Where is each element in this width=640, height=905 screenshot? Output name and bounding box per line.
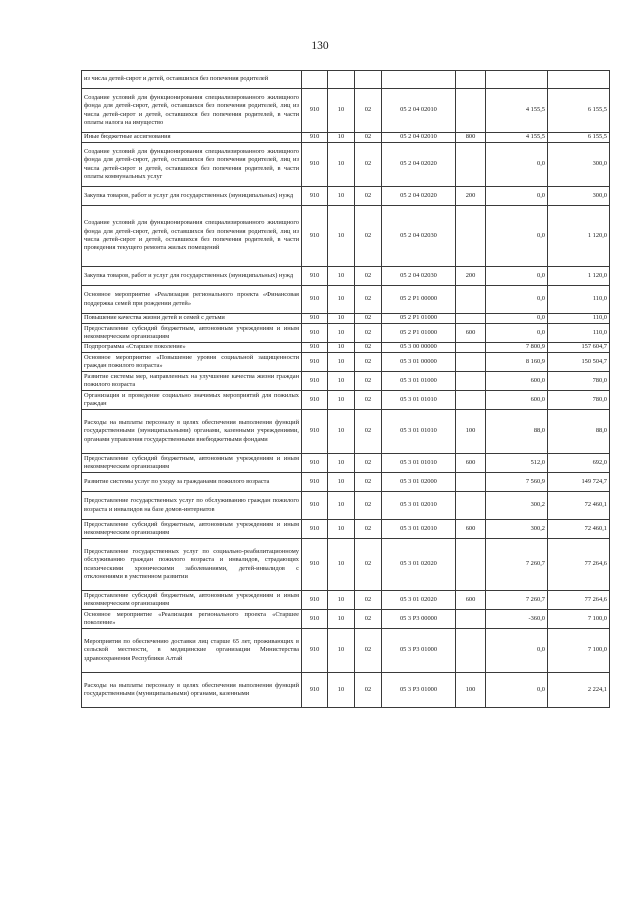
amount-total-cell: 110,0 (548, 286, 610, 314)
expense-name-cell: Развитие системы мер, направленных на улучшение качества жизни граждан пожилого возраста (82, 372, 302, 391)
expense-type-cell: 600 (456, 520, 486, 539)
amount-total-cell: 150 504,7 (548, 353, 610, 372)
subsection-code-cell (355, 71, 382, 89)
amount-change-cell: 0,0 (486, 206, 548, 267)
table-row (82, 324, 610, 343)
expense-name-cell: из числа детей-сирот и детей, оставшихся без попечения родителей (82, 71, 302, 89)
section-code-cell: 10 (328, 314, 355, 324)
expense-type-cell (456, 314, 486, 324)
subsection-code-cell: 02 (355, 133, 382, 143)
amount-total-cell: 780,0 (548, 372, 610, 391)
table-row (82, 520, 610, 539)
grbs-code-cell: 910 (302, 520, 328, 539)
expense-type-cell (456, 372, 486, 391)
table-row (82, 610, 610, 629)
table-row (82, 89, 610, 133)
target-article-cell: 05 3 P3 01000 (382, 673, 456, 708)
table-row (82, 206, 610, 267)
expense-type-cell (456, 71, 486, 89)
target-article-cell: 05 2 P1 00000 (382, 286, 456, 314)
grbs-code-cell: 910 (302, 89, 328, 133)
amount-total-cell: 72 460,1 (548, 492, 610, 520)
grbs-code-cell: 910 (302, 353, 328, 372)
expense-name-cell: Мероприятия по обеспечению доставки лиц старше 65 лет, проживающих в сельской местности, в медицинские организации Министерства здравоохранения Республики Алтай (82, 629, 302, 673)
section-code-cell (328, 71, 355, 89)
grbs-code-cell: 910 (302, 187, 328, 206)
target-article-cell: 05 2 P1 01000 (382, 324, 456, 343)
amount-change-cell: 512,0 (486, 454, 548, 473)
section-code-cell: 10 (328, 454, 355, 473)
expense-type-cell: 600 (456, 454, 486, 473)
expense-type-cell (456, 89, 486, 133)
grbs-code-cell: 910 (302, 143, 328, 187)
subsection-code-cell: 02 (355, 286, 382, 314)
amount-total-cell: 692,0 (548, 454, 610, 473)
expense-type-cell (456, 206, 486, 267)
table-row (82, 187, 610, 206)
grbs-code-cell: 910 (302, 324, 328, 343)
subsection-code-cell: 02 (355, 454, 382, 473)
grbs-code-cell: 910 (302, 539, 328, 591)
target-article-cell: 05 2 04 02020 (382, 187, 456, 206)
amount-change-cell: 600,0 (486, 372, 548, 391)
target-article-cell: 05 2 04 02010 (382, 133, 456, 143)
target-article-cell: 05 3 00 00000 (382, 343, 456, 353)
section-code-cell: 10 (328, 473, 355, 492)
section-code-cell: 10 (328, 343, 355, 353)
amount-total-cell: 6 155,5 (548, 133, 610, 143)
grbs-code-cell: 910 (302, 610, 328, 629)
amount-total-cell (548, 71, 610, 89)
subsection-code-cell: 02 (355, 314, 382, 324)
amount-change-cell: 0,0 (486, 324, 548, 343)
amount-change-cell: 300,2 (486, 520, 548, 539)
target-article-cell: 05 3 01 02010 (382, 492, 456, 520)
subsection-code-cell: 02 (355, 591, 382, 610)
table-row (82, 353, 610, 372)
amount-change-cell: 0,0 (486, 673, 548, 708)
table-row (82, 267, 610, 286)
table-row (82, 410, 610, 454)
expense-type-cell: 200 (456, 187, 486, 206)
subsection-code-cell: 02 (355, 143, 382, 187)
expense-name-cell: Развитие системы услуг по уходу за гражданами пожилого возраста (82, 473, 302, 492)
subsection-code-cell: 02 (355, 492, 382, 520)
expense-type-cell (456, 353, 486, 372)
expense-name-cell: Закупка товаров, работ и услуг для государственных (муниципальных) нужд (82, 267, 302, 286)
amount-total-cell: 110,0 (548, 314, 610, 324)
target-article-cell: 05 2 04 02010 (382, 89, 456, 133)
expense-name-cell: Предоставление субсидий бюджетным, автономным учреждениям и иным некоммерческим организациям (82, 591, 302, 610)
amount-change-cell: 0,0 (486, 143, 548, 187)
grbs-code-cell: 910 (302, 343, 328, 353)
expense-name-cell: Создание условий для функционирования специализированного жилищного фонда для детей-сирот, детей, оставшихся без попечения родителей, лиц из числа детей-сирот и детей, оставшихся без попечения родителей, в части оплаты налога на имущество (82, 89, 302, 133)
table-row (82, 591, 610, 610)
target-article-cell: 05 2 P1 01000 (382, 314, 456, 324)
amount-total-cell: 110,0 (548, 324, 610, 343)
table-row (82, 391, 610, 410)
table-row (82, 454, 610, 473)
target-article-cell: 05 3 01 02010 (382, 520, 456, 539)
expense-name-cell: Основное мероприятие «Реализация регионального проекта «Старшее поколение» (82, 610, 302, 629)
amount-change-cell: 4 155,5 (486, 89, 548, 133)
expense-name-cell: Повышение качества жизни детей и семей с детьми (82, 314, 302, 324)
expense-name-cell: Основное мероприятие «Повышение уровня социальной защищенности граждан пожилого возраста» (82, 353, 302, 372)
section-code-cell: 10 (328, 133, 355, 143)
amount-total-cell: 157 604,7 (548, 343, 610, 353)
amount-total-cell: 7 100,0 (548, 610, 610, 629)
expense-name-cell: Предоставление государственных услуг по обслуживанию граждан пожилого возраста и инвалидов на базе домов-интернатов (82, 492, 302, 520)
amount-change-cell: 600,0 (486, 391, 548, 410)
expense-type-cell (456, 473, 486, 492)
expense-type-cell: 600 (456, 324, 486, 343)
target-article-cell: 05 2 04 02030 (382, 267, 456, 286)
amount-change-cell: 7 560,9 (486, 473, 548, 492)
expense-type-cell (456, 492, 486, 520)
subsection-code-cell: 02 (355, 673, 382, 708)
table-row (82, 314, 610, 324)
target-article-cell: 05 3 01 01000 (382, 372, 456, 391)
amount-change-cell: 0,0 (486, 187, 548, 206)
subsection-code-cell: 02 (355, 353, 382, 372)
section-code-cell: 10 (328, 673, 355, 708)
subsection-code-cell: 02 (355, 372, 382, 391)
table-row (82, 372, 610, 391)
section-code-cell: 10 (328, 206, 355, 267)
subsection-code-cell: 02 (355, 473, 382, 492)
amount-total-cell: 149 724,7 (548, 473, 610, 492)
table-row (82, 143, 610, 187)
budget-table (81, 70, 610, 708)
expense-type-cell: 200 (456, 267, 486, 286)
section-code-cell: 10 (328, 187, 355, 206)
table-row (82, 473, 610, 492)
expense-type-cell (456, 539, 486, 591)
section-code-cell: 10 (328, 591, 355, 610)
target-article-cell (382, 71, 456, 89)
amount-change-cell: 0,0 (486, 629, 548, 673)
grbs-code-cell: 910 (302, 267, 328, 286)
table-row (82, 673, 610, 708)
amount-change-cell (486, 71, 548, 89)
amount-total-cell: 77 264,6 (548, 591, 610, 610)
table-row (82, 539, 610, 591)
grbs-code-cell: 910 (302, 591, 328, 610)
section-code-cell: 10 (328, 267, 355, 286)
expense-name-cell: Создание условий для функционирования специализированного жилищного фонда для детей-сирот, детей, оставшихся без попечения родителей, лиц из числа детей-сирот и детей, оставшихся без попечения родителей, в части проведения текущего ремонта жилых помещений (82, 206, 302, 267)
subsection-code-cell: 02 (355, 187, 382, 206)
section-code-cell: 10 (328, 520, 355, 539)
subsection-code-cell: 02 (355, 391, 382, 410)
amount-total-cell: 300,0 (548, 187, 610, 206)
grbs-code-cell: 910 (302, 492, 328, 520)
expense-name-cell: Предоставление субсидий бюджетным, автономным учреждениям и иным некоммерческим организациям (82, 324, 302, 343)
target-article-cell: 05 3 01 01010 (382, 454, 456, 473)
expense-name-cell: Предоставление субсидий бюджетным, автономным учреждениям и иным некоммерческим организациям (82, 454, 302, 473)
target-article-cell: 05 3 01 02020 (382, 591, 456, 610)
amount-total-cell: 72 460,1 (548, 520, 610, 539)
target-article-cell: 05 3 P3 01000 (382, 629, 456, 673)
amount-change-cell: 0,0 (486, 286, 548, 314)
expense-name-cell: Основное мероприятие «Реализация регионального проекта «Финансовая поддержка семей при рождении детей» (82, 286, 302, 314)
amount-total-cell: 6 155,5 (548, 89, 610, 133)
amount-total-cell: 77 264,6 (548, 539, 610, 591)
amount-total-cell: 88,0 (548, 410, 610, 454)
section-code-cell: 10 (328, 539, 355, 591)
expense-type-cell: 800 (456, 133, 486, 143)
section-code-cell: 10 (328, 410, 355, 454)
subsection-code-cell: 02 (355, 410, 382, 454)
subsection-code-cell: 02 (355, 324, 382, 343)
grbs-code-cell: 910 (302, 133, 328, 143)
amount-total-cell: 780,0 (548, 391, 610, 410)
target-article-cell: 05 3 01 01010 (382, 391, 456, 410)
expense-name-cell: Расходы на выплаты персоналу в целях обеспечения выполнения функций государственными (муниципальными) органами, казенными (82, 673, 302, 708)
expense-name-cell: Предоставление государственных услуг по социально-реабилитационному обслуживанию граждан пожилого возраста и инвалидов, страдающих психическими хроническими заболеваниями, детей-инвалидов с отклонениями в умственном развитии (82, 539, 302, 591)
expense-name-cell: Закупка товаров, работ и услуг для государственных (муниципальных) нужд (82, 187, 302, 206)
amount-change-cell: 0,0 (486, 314, 548, 324)
table-row (82, 133, 610, 143)
subsection-code-cell: 02 (355, 539, 382, 591)
subsection-code-cell: 02 (355, 610, 382, 629)
section-code-cell: 10 (328, 143, 355, 187)
section-code-cell: 10 (328, 89, 355, 133)
amount-change-cell: 7 260,7 (486, 591, 548, 610)
section-code-cell: 10 (328, 353, 355, 372)
expense-name-cell: Предоставление субсидий бюджетным, автономным учреждениям и иным некоммерческим организациям (82, 520, 302, 539)
target-article-cell: 05 3 P3 00000 (382, 610, 456, 629)
expense-type-cell: 600 (456, 591, 486, 610)
amount-change-cell: 7 800,9 (486, 343, 548, 353)
expense-type-cell: 100 (456, 410, 486, 454)
grbs-code-cell: 910 (302, 391, 328, 410)
expense-name-cell: Создание условий для функционирования специализированного жилищного фонда для детей-сирот, детей, оставшихся без попечения родителей, лиц из числа детей-сирот и детей, оставшихся без попечения родителей, в части оплаты коммунальных услуг (82, 143, 302, 187)
subsection-code-cell: 02 (355, 343, 382, 353)
section-code-cell: 10 (328, 372, 355, 391)
expense-type-cell (456, 286, 486, 314)
expense-name-cell: Иные бюджетные ассигнования (82, 133, 302, 143)
expense-name-cell: Организация и проведение социально значимых мероприятий для пожилых граждан (82, 391, 302, 410)
amount-total-cell: 1 120,0 (548, 267, 610, 286)
table-row (82, 286, 610, 314)
subsection-code-cell: 02 (355, 89, 382, 133)
grbs-code-cell: 910 (302, 473, 328, 492)
amount-change-cell: 4 155,5 (486, 133, 548, 143)
grbs-code-cell: 910 (302, 314, 328, 324)
expense-name-cell: Расходы на выплаты персоналу в целях обеспечения выполнения функций государственными (муниципальными) органами, казенными учреждениями, органами управления государственными внебюджетными фондами (82, 410, 302, 454)
target-article-cell: 05 2 04 02030 (382, 206, 456, 267)
section-code-cell: 10 (328, 610, 355, 629)
grbs-code-cell: 910 (302, 454, 328, 473)
amount-change-cell: 8 160,9 (486, 353, 548, 372)
grbs-code-cell: 910 (302, 410, 328, 454)
expense-type-cell (456, 610, 486, 629)
section-code-cell: 10 (328, 324, 355, 343)
table-row (82, 629, 610, 673)
expense-type-cell: 100 (456, 673, 486, 708)
expense-name-cell: Подпрограмма «Старшее поколение» (82, 343, 302, 353)
amount-total-cell: 1 120,0 (548, 206, 610, 267)
grbs-code-cell (302, 71, 328, 89)
target-article-cell: 05 3 01 00000 (382, 353, 456, 372)
budget-table-body (82, 71, 610, 708)
table-row (82, 492, 610, 520)
amount-change-cell: 88,0 (486, 410, 548, 454)
target-article-cell: 05 3 01 01010 (382, 410, 456, 454)
expense-type-cell (456, 629, 486, 673)
section-code-cell: 10 (328, 391, 355, 410)
amount-total-cell: 7 100,0 (548, 629, 610, 673)
amount-total-cell: 300,0 (548, 143, 610, 187)
target-article-cell: 05 3 01 02020 (382, 539, 456, 591)
grbs-code-cell: 910 (302, 629, 328, 673)
amount-change-cell: 0,0 (486, 267, 548, 286)
grbs-code-cell: 910 (302, 286, 328, 314)
table-row (82, 71, 610, 89)
amount-change-cell: 300,2 (486, 492, 548, 520)
target-article-cell: 05 3 01 02000 (382, 473, 456, 492)
table-row (82, 343, 610, 353)
subsection-code-cell: 02 (355, 206, 382, 267)
grbs-code-cell: 910 (302, 372, 328, 391)
amount-change-cell: 7 260,7 (486, 539, 548, 591)
section-code-cell: 10 (328, 629, 355, 673)
subsection-code-cell: 02 (355, 520, 382, 539)
target-article-cell: 05 2 04 02020 (382, 143, 456, 187)
grbs-code-cell: 910 (302, 673, 328, 708)
amount-total-cell: 2 224,1 (548, 673, 610, 708)
subsection-code-cell: 02 (355, 629, 382, 673)
page-number: 130 (311, 40, 329, 52)
subsection-code-cell: 02 (355, 267, 382, 286)
expense-type-cell (456, 143, 486, 187)
section-code-cell: 10 (328, 492, 355, 520)
expense-type-cell (456, 391, 486, 410)
section-code-cell: 10 (328, 286, 355, 314)
expense-type-cell (456, 343, 486, 353)
grbs-code-cell: 910 (302, 206, 328, 267)
amount-change-cell: -360,0 (486, 610, 548, 629)
